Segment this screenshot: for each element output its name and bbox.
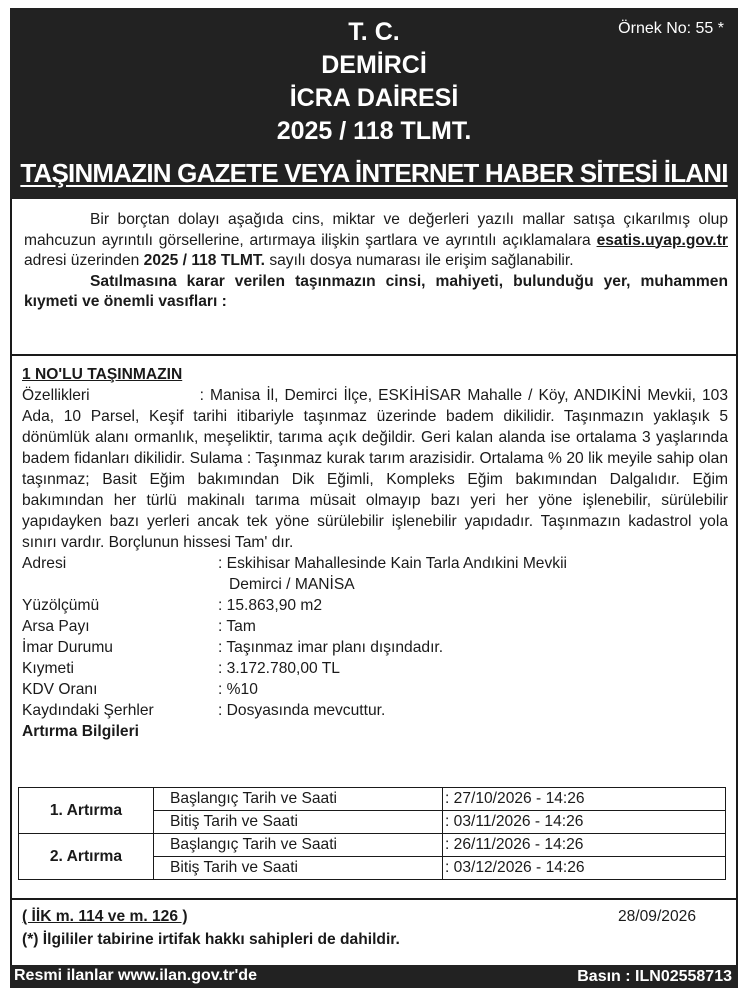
value-value: : 3.172.780,00 TL (218, 660, 340, 677)
area-row (22, 595, 728, 616)
round-2-start-value: : 26/11/2026 - 14:26 (443, 834, 726, 857)
share-value: : Tam (218, 618, 256, 635)
esatis-link[interactable]: esatis.uyap.gov.tr (596, 231, 728, 249)
table-row (19, 834, 726, 857)
features-label: Özellikleri (22, 387, 90, 404)
round-1-end-label: Bitiş Tarih ve Saati (154, 811, 443, 834)
property-title: 1 NO'LU TAŞINMAZIN (22, 366, 183, 383)
footnote: (*) İlgililer tabirine irtifak hakkı sahipleri de dahildir. (22, 931, 400, 948)
intro-bold-paragraph: Satılmasına karar verilen taşınmazın cinsi, mahiyeti, bulunduğu yer, muhammen kıymeti ve önemli vasıfları : (24, 272, 728, 310)
section-divider (10, 354, 738, 356)
header-line-file: 2025 / 118 TLMT. (276, 117, 472, 145)
header-line-office: İCRA DAİRESİ (289, 84, 459, 112)
area-value: : 15.863,90 m2 (218, 597, 323, 614)
intro-paragraph (24, 210, 728, 272)
zoning-row (22, 637, 728, 658)
header-lines (10, 16, 738, 148)
header-line-city: DEMİRCİ (321, 51, 427, 79)
annotation-value: : Dosyasında mevcuttur. (218, 702, 386, 719)
intro-text-2: adresi üzerinden (24, 252, 144, 269)
property-features (22, 385, 728, 553)
auction-table (18, 787, 726, 880)
intro-text-1: Bir borçtan dolayı aşağıda cins, miktar ve değerleri yazılı mallar satışa çıkarılmış olup mahcuzun ayrıntılı görsellerine, artırmaya ilişkin şartlara ve ayrıntılı açıklamalara (24, 211, 728, 249)
notice-date: 28/09/2026 (617, 908, 696, 925)
vat-label: KDV Oranı (22, 681, 98, 698)
zoning-label: İmar Durumu (22, 639, 113, 656)
press-code: Basın : ILN02558713 (577, 968, 732, 985)
sample-number: Örnek No: 55 * (618, 20, 724, 37)
header-line-tc: T. C. (348, 18, 400, 46)
zoning-value: : Taşınmaz imar planı dışındadır. (218, 639, 444, 656)
notice-header (10, 8, 738, 199)
round-1-end-value: : 03/11/2026 - 14:26 (443, 811, 726, 834)
auction-title: Artırma Bilgileri (22, 723, 139, 740)
footer-bar (10, 965, 738, 988)
intro-text-3: sayılı dosya numarası ile erişim sağlanabilir. (265, 252, 574, 269)
official-site-text: Resmi ilanlar www.ilan.gov.tr'de (14, 967, 257, 984)
table-row (19, 788, 726, 811)
share-label: Arsa Payı (22, 618, 90, 635)
address-line-1: : Eskihisar Mahallesinde Kain Tarla Andıkini Mevkii (218, 555, 568, 572)
intro-section (24, 210, 728, 313)
address-row (22, 553, 728, 595)
value-row (22, 658, 728, 679)
vat-value: : %10 (218, 681, 258, 698)
round-2-start-label: Başlangıç Tarih ve Saati (154, 834, 443, 857)
features-text: : Manisa İl, Demirci İlçe, ESKİHİSAR Mahalle / Köy, ANDIKİNİ Mevkii, 103 Ada, 10 Parsel, Keşif tarihi itibariyle taşınmaz üzerinde badem dikilidir. Taşınmazın yaklaşık 5 dönümlük alanı ormanlık, meşeliktir, tarıma açık değildir. Geri kalan alanda ise ortalama 3 yaşlarında badem fidanları dikilidir. Sulama : Taşınmaz kurak tarım arazisidir. Ortalama % 20 lik meyile sahip olan taşınmaz; Basit Eğim bakımından Dik Eğimli, Kompleks Eğim bakımından Dalgalıdır. Eğim bakımından her türlü makinalı tarıma müsait olmayıp bazı yeri her yöne işlenebilir, sürülebilir yapıdayken bazı yerleri ancak tek yöne sürülebilir işlenebilir yapıdadır. Taşınmazın kadastrol yola sınırı vardır. Borçlunun hissesi Tam' dır. (22, 387, 728, 551)
intro-file-number: 2025 / 118 TLMT. (143, 252, 265, 269)
round-1-start-label: Başlangıç Tarih ve Saati (154, 788, 443, 811)
address-value (218, 553, 728, 595)
round-1-start-value: : 27/10/2026 - 14:26 (443, 788, 726, 811)
vat-row (22, 679, 728, 700)
address-line-2: Demirci / MANİSA (229, 576, 355, 593)
auction-round-2: 2. Artırma (19, 834, 154, 880)
value-label: Kıymeti (22, 660, 74, 677)
auction-round-1: 1. Artırma (19, 788, 154, 834)
address-label: Adresi (22, 555, 67, 572)
bottom-divider (10, 898, 738, 900)
annotation-row (22, 700, 728, 721)
property-section (22, 364, 728, 742)
law-reference: ( İİK m. 114 ve m. 126 ) (22, 908, 188, 925)
annotation-label: Kaydındaki Şerhler (22, 702, 154, 719)
round-2-end-value: : 03/12/2026 - 14:26 (443, 857, 726, 880)
share-row (22, 616, 728, 637)
area-label: Yüzölçümü (22, 597, 100, 614)
notice-title: TAŞINMAZIN GAZETE VEYA İNTERNET HABER SİTESİ İLANI (20, 158, 728, 188)
round-2-end-label: Bitiş Tarih ve Saati (154, 857, 443, 880)
